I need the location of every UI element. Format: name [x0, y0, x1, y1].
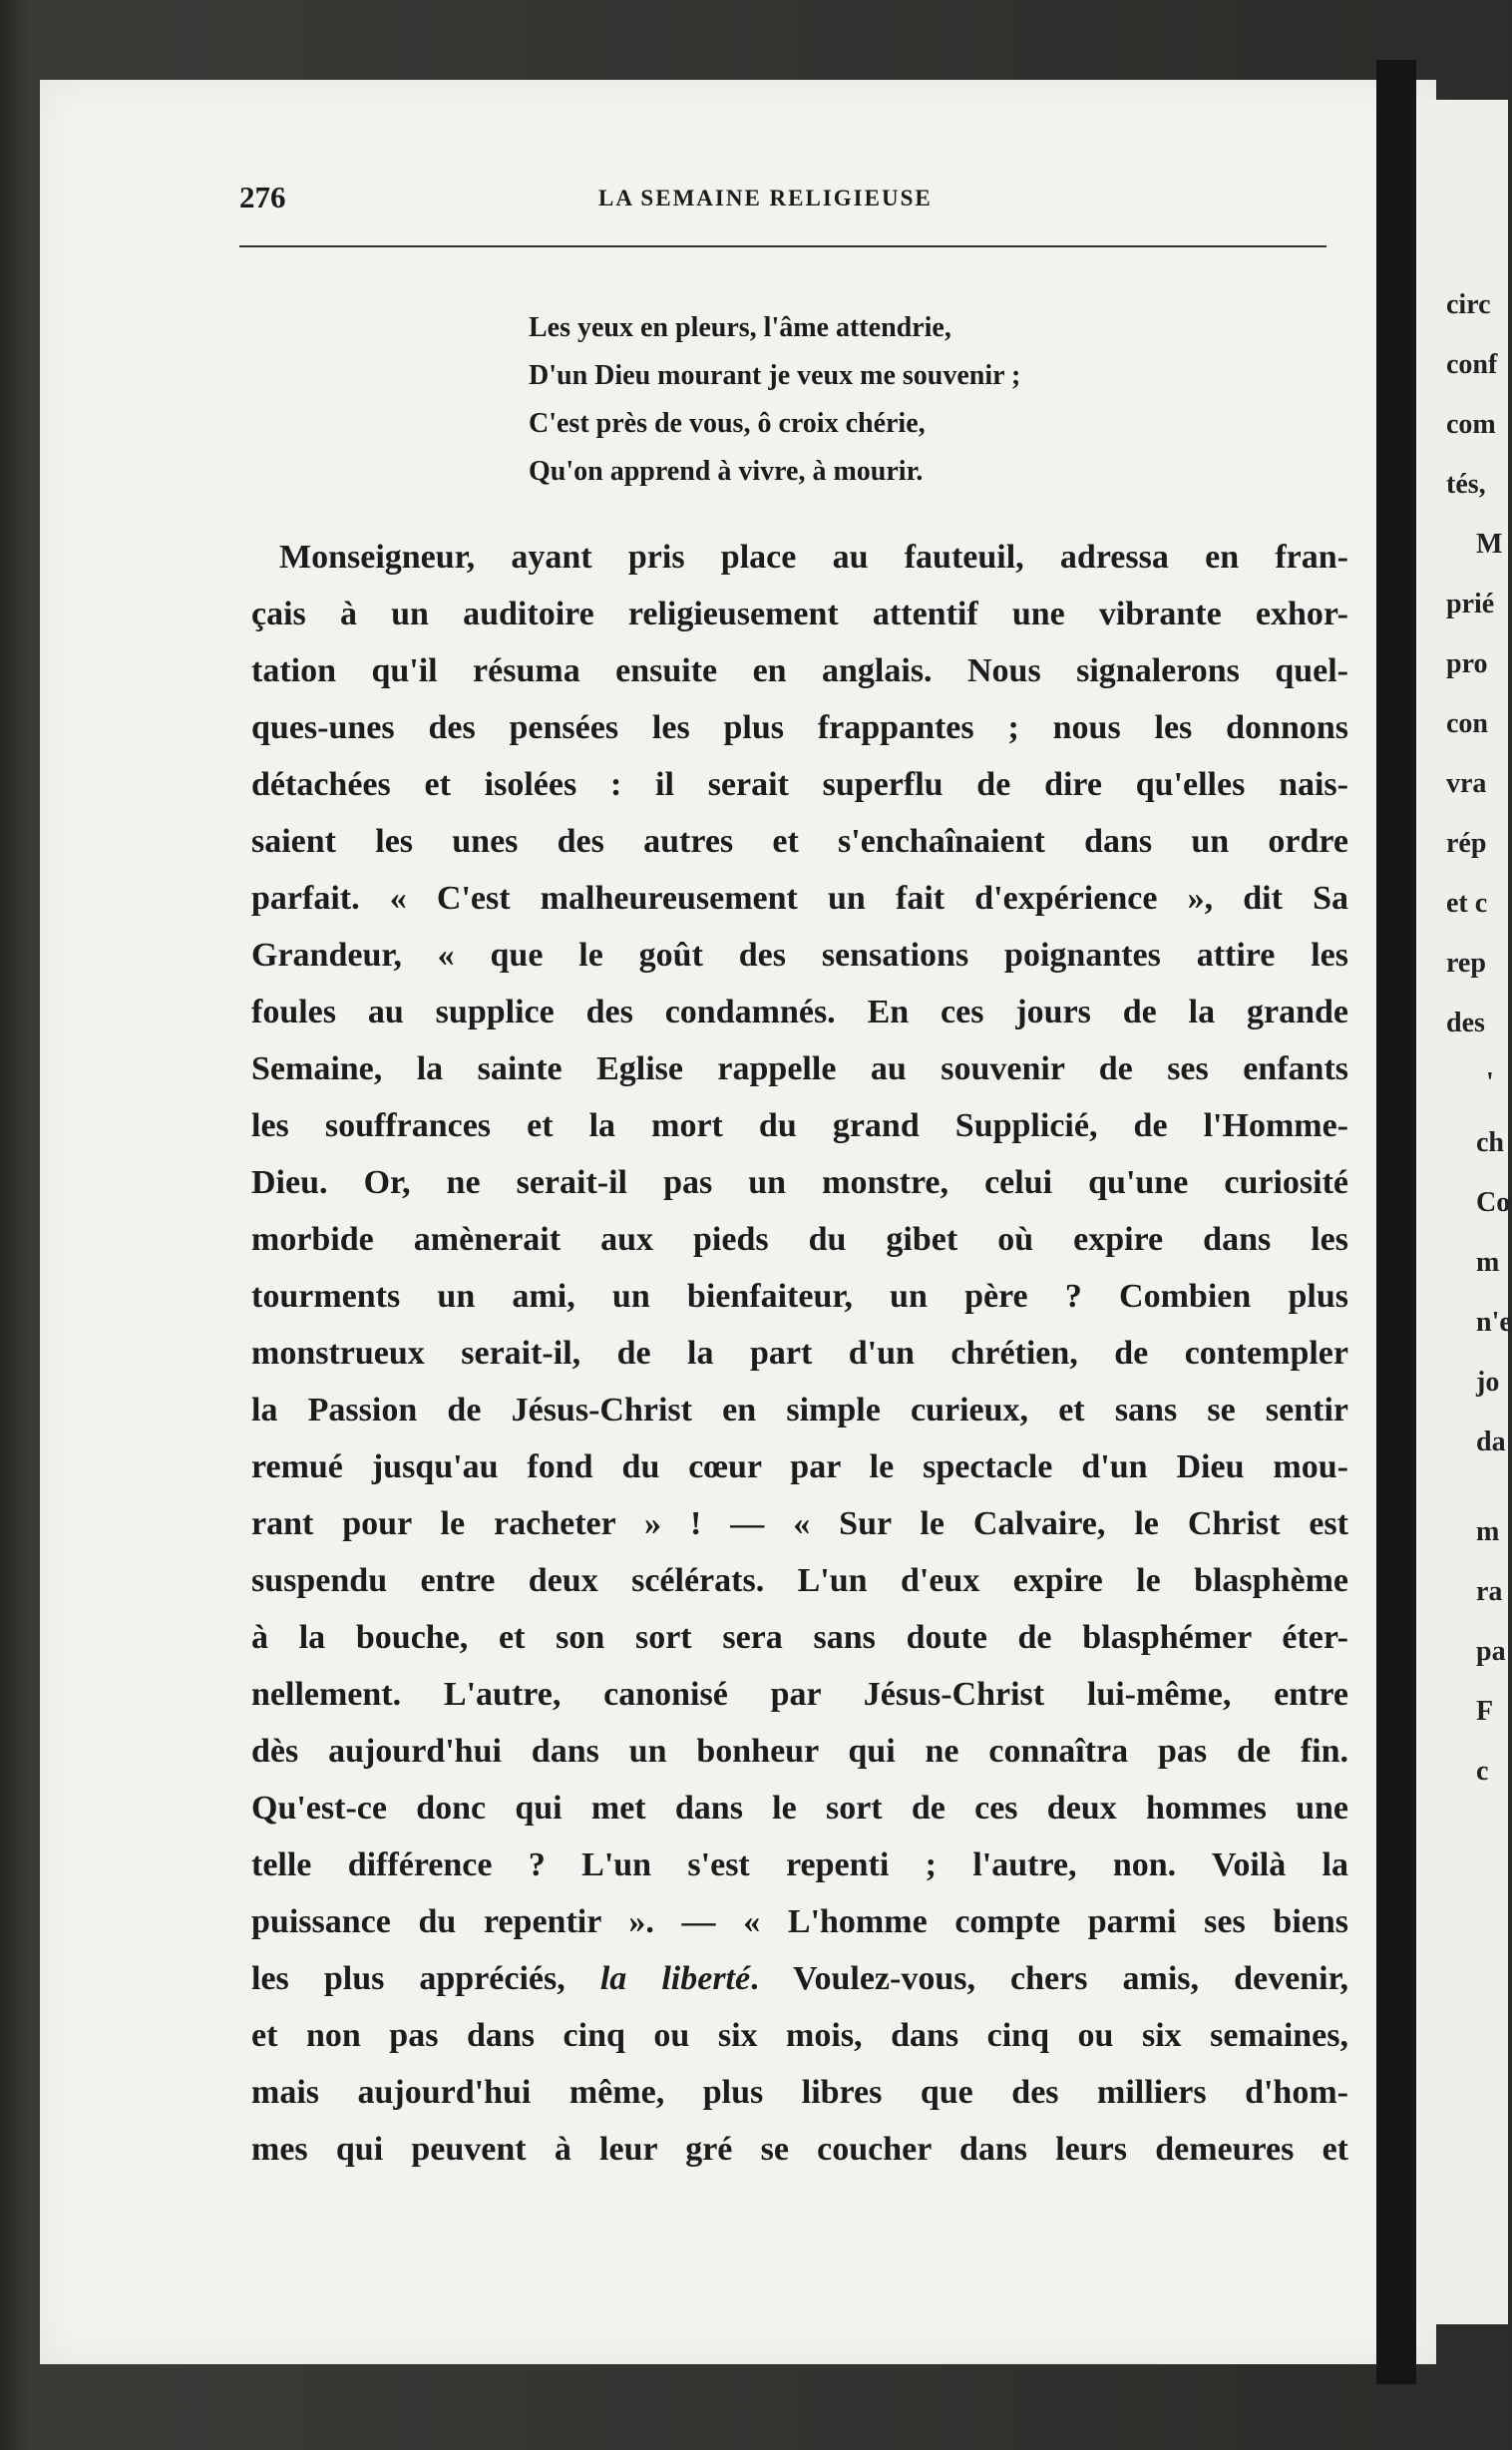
body-paragraph	[251, 529, 1348, 2178]
verse-line: Les yeux en pleurs, l'âme attendrie,	[529, 312, 951, 343]
text-line: Grandeur, « que le goût des sensations poignantes attire les	[251, 937, 1348, 974]
text-line: saient les unes des autres et s'enchaînaient dans un ordre	[251, 823, 1348, 860]
header-rule	[239, 245, 1326, 247]
text-line: mais aujourd'hui même, plus libres que des milliers d'hom-	[251, 2074, 1348, 2111]
text-line: la Passion de Jésus-Christ en simple curieux, et sans se sentir	[251, 1392, 1348, 1429]
facing-page-fragment: ch	[1476, 1127, 1504, 1158]
text-line: les souffrances et la mort du grand Supplicié, de l'Homme-	[251, 1107, 1348, 1144]
italic-emphasis: la liberté	[599, 1960, 751, 1997]
text-line: remué jusqu'au fond du cœur par le spectacle d'un Dieu mou-	[251, 1448, 1348, 1485]
facing-page-fragment: vra	[1446, 768, 1487, 799]
facing-page-fragment: n'e	[1476, 1307, 1512, 1338]
facing-page-fragment: '	[1486, 1067, 1494, 1098]
text-line: ques-unes des pensées les plus frappantes ; nous les donnons	[251, 709, 1348, 746]
facing-page-fragment: prié	[1446, 589, 1495, 619]
text-line: les plus appréciés, la liberté. Voulez-vous, chers amis, devenir,	[251, 1960, 1348, 1997]
text-line: suspendu entre deux scélérats. L'un d'eux expire le blasphème	[251, 1562, 1348, 1599]
facing-page-fragment: ra	[1476, 1576, 1503, 1607]
text-line: Monseigneur, ayant pris place au fauteuil, adressa en fran-	[279, 539, 1348, 576]
facing-page-fragment: Co	[1476, 1187, 1511, 1218]
text-line: tourments un ami, un bienfaiteur, un père ? Combien plus	[251, 1278, 1348, 1315]
verse-line: Qu'on apprend à vivre, à mourir.	[529, 456, 924, 487]
verse-line: D'un Dieu mourant je veux me souvenir ;	[529, 360, 1021, 391]
running-head: LA SEMAINE RELIGIEUSE	[598, 186, 933, 210]
facing-page-fragment: m	[1476, 1247, 1500, 1278]
page-number: 276	[239, 180, 286, 214]
text-line: tation qu'il résuma ensuite en anglais. Nous signalerons quel-	[251, 652, 1348, 689]
text-line: puissance du repentir ». — « L'homme compte parmi ses biens	[251, 1903, 1348, 1940]
facing-page-fragment: conf	[1446, 349, 1498, 380]
text-line: monstrueux serait-il, de la part d'un chrétien, de contempler	[251, 1335, 1348, 1372]
text-line: telle différence ? L'un s'est repenti ; l'autre, non. Voilà la	[251, 1846, 1348, 1883]
text-line: morbide amènerait aux pieds du gibet où expire dans les	[251, 1221, 1348, 1258]
facing-page-fragment: des	[1446, 1008, 1485, 1038]
facing-page-fragment: jo	[1476, 1367, 1500, 1398]
facing-page-fragment: circ	[1446, 289, 1491, 320]
verse-stanza	[529, 304, 1020, 496]
verse-line: C'est près de vous, ô croix chérie,	[529, 408, 926, 439]
facing-page-fragment: con	[1446, 708, 1488, 739]
text-line: parfait. « C'est malheureusement un fait d'expérience », dit Sa	[251, 880, 1348, 917]
text-line: nellement. L'autre, canonisé par Jésus-Christ lui-même, entre	[251, 1676, 1348, 1713]
facing-page-fragment: rép	[1446, 828, 1487, 859]
page-header	[239, 180, 1326, 225]
facing-page-fragment: F	[1476, 1696, 1494, 1727]
text-line: Dieu. Or, ne serait-il pas un monstre, celui qu'une curiosité	[251, 1164, 1348, 1201]
facing-page-fragment: et c	[1446, 888, 1488, 919]
facing-page-edge	[1416, 100, 1512, 2324]
facing-page-fragment: com	[1446, 409, 1496, 440]
text-line: foules au supplice des condamnés. En ces jours de la grande	[251, 994, 1348, 1030]
text-line: Qu'est-ce donc qui met dans le sort de ces deux hommes une	[251, 1790, 1348, 1827]
book-gutter	[1376, 60, 1416, 2384]
text-line: rant pour le racheter » ! — « Sur le Calvaire, le Christ est	[251, 1505, 1348, 1542]
facing-page-fragment: da	[1476, 1427, 1506, 1457]
facing-page-fragment: rep	[1446, 948, 1486, 979]
text-line: et non pas dans cinq ou six mois, dans cinq ou six semaines,	[251, 2017, 1348, 2054]
text-line: çais à un auditoire religieusement attentif une vibrante exhor-	[251, 596, 1348, 632]
text-line: mes qui peuvent à leur gré se coucher dans leurs demeures et	[251, 2131, 1348, 2168]
facing-page-fragment: m	[1476, 1516, 1500, 1547]
facing-page-fragment: c	[1476, 1756, 1489, 1787]
text-line: détachées et isolées : il serait superflu de dire qu'elles nais-	[251, 766, 1348, 803]
facing-page-fragment: M	[1476, 529, 1503, 560]
text-line: à la bouche, et son sort sera sans doute de blasphémer éter-	[251, 1619, 1348, 1656]
facing-page-fragment: tés,	[1446, 469, 1486, 500]
facing-page-fragment: pa	[1476, 1636, 1506, 1667]
text-line: dès aujourd'hui dans un bonheur qui ne connaîtra pas de fin.	[251, 1733, 1348, 1770]
text-line: Semaine, la sainte Eglise rappelle au souvenir de ses enfants	[251, 1050, 1348, 1087]
facing-page-fragment: pro	[1446, 648, 1488, 679]
